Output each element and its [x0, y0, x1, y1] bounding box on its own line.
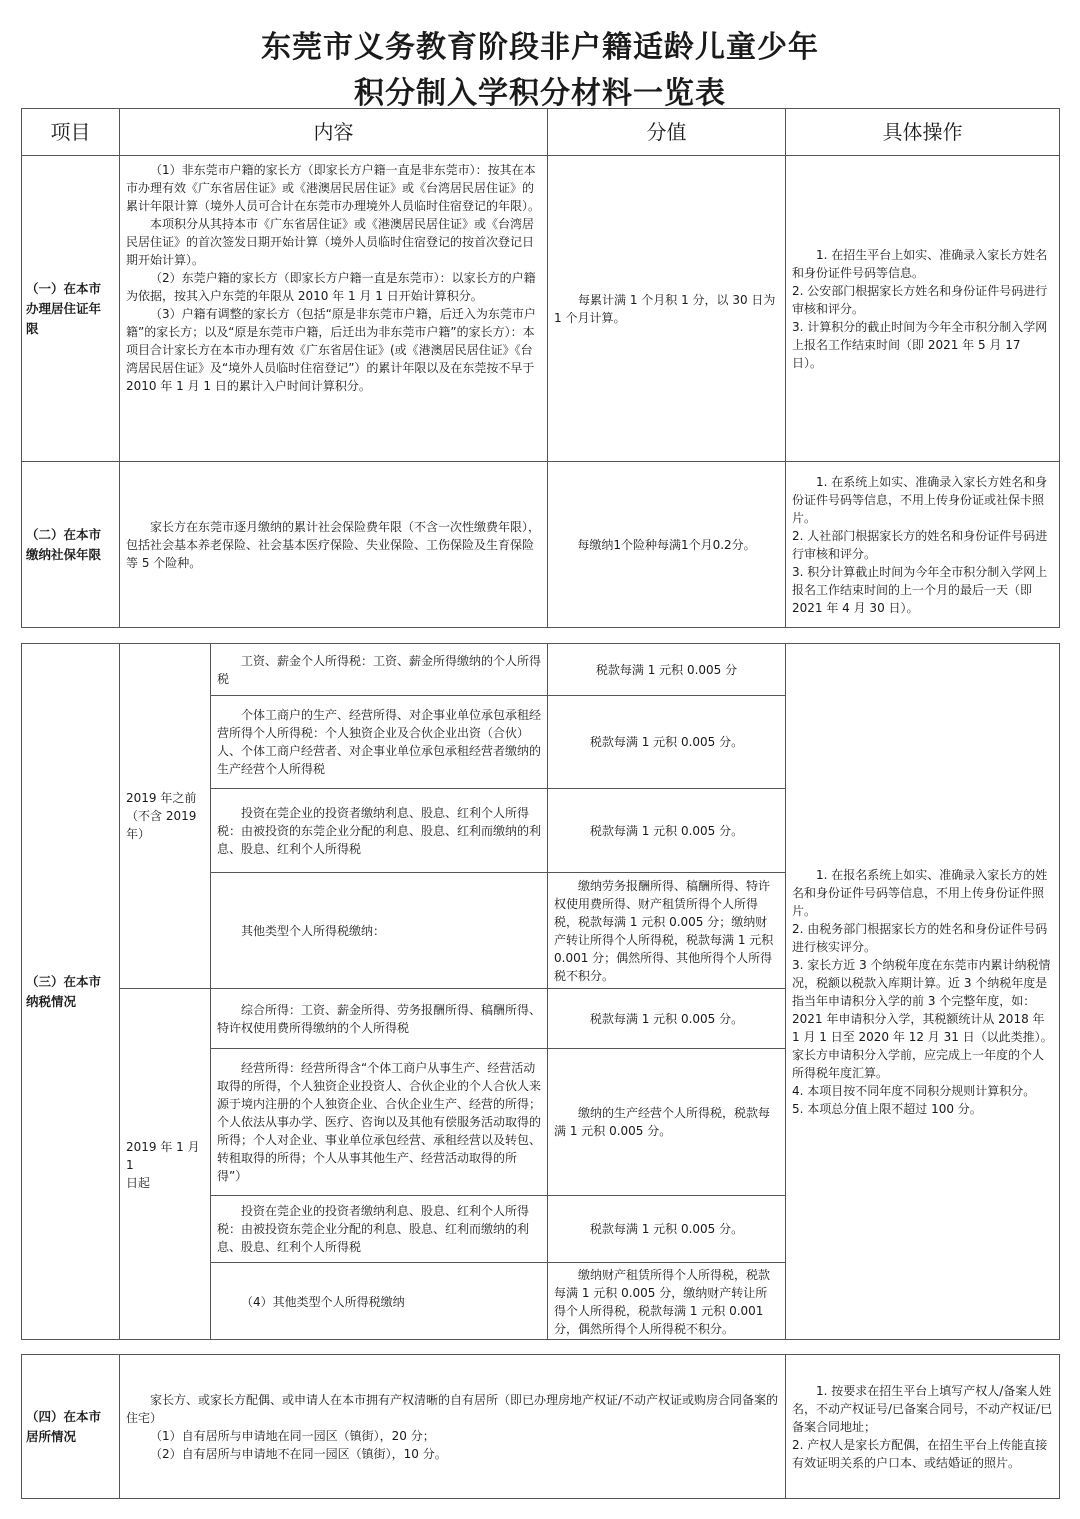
tax-after-row1-content: 综合所得：工资、薪金所得、劳务报酬所得、稿酬所得、特许权使用费所得缴纳的个人所得税: [217, 1002, 542, 1035]
tax-before-row1-content: 工资、薪金个人所得税：工资、薪金所得缴纳的个人所得税: [217, 653, 542, 686]
tax-before-row2-content: 个体工商户的生产、经营所得、对企事业单位承包承租经营所得个人所得税：个人独资企业及合伙企业出资（合伙）人、个体工商户经营者、对企事业单位承包承租经营者缴纳的生产经营个人所得税: [217, 708, 542, 776]
section4-content-p2: （1）自有居所与申请地在同一园区（镇街），20 分；: [150, 1429, 435, 1443]
section3-label: （三）在本市 纳税情况: [26, 974, 102, 1009]
section2-operation: 1. 在系统上如实、准确录入家长方姓名和身份证件号码等信息，不用上传身份证或社保卡照片。 2. 人社部门根据家长方的姓名和身份证件号码进行审核和评分。 3. 积分计算截止时间为今年全市积分制入学网上报名工作结束时间的上一个月的最后一天（即 2021 年 4 月 30 日）。: [792, 474, 1048, 615]
section1-content: [120, 156, 547, 461]
section1-content-p1: （1）非东莞市户籍的家长方（即家长方户籍一直是非东莞市）：按其在本市办理有效《广东省居住证》或《港澳居民居住证》或《台湾居民居住证》的累计年限计算（境外人员可合计在东莞市办理境外人员临时住宿登记的年限）。: [126, 163, 541, 213]
tax-after-row3-score: 税款每满 1 元积 0.005 分。: [589, 1222, 744, 1236]
section1-label: （一）在本市 办理居住证年 限: [26, 280, 102, 336]
section4-content: [120, 1355, 785, 1499]
tax-before-row4-score: 缴纳劳务报酬所得、稿酬所得、特许权使用费所得、财产租赁所得个人所得税，税款每满 1 元积 0.005 分；缴纳财产转让所得个人所得税，税款每满 1 元积 0.001 分；偶然所得、其他所得个人所得税不积分。: [554, 878, 774, 983]
section2-content: 家长方在东莞市逐月缴纳的累计社会保险费年限（不含一次性缴费年限），包括社会基本养老保险、社会基本医疗保险、失业保险、工伤保险及生育保险等 5 个险种。: [126, 519, 541, 570]
section1-operation: 1. 在招生平台上如实、准确录入家长方姓名和身份证件号码等信息。 2. 公安部门根据家长方姓名和身份证件号码进行审核和评分。 3. 计算积分的截止时间为今年全市积分制入学网上报名工作结束时间（即 2021 年 5 月 17 日）。: [792, 247, 1048, 370]
section3-operation: 1. 在报名系统上如实、准确录入家长方的姓名和身份证件号码等信息，不用上传身份证件照片。 2. 由税务部门根据家长方的姓名和身份证件号码进行核实评分。 3. 家长方近 3 个纳税年度在东莞市内累计纳税情况，税额以税款入库期计算。近 3 个纳税年度是指当年申请积分入学的前 3 个完整年度，如：2021 年申请积分入学，其税额统计从 2018 年 1 月 1 日至 2020 年 12 月 31 日（以此类推）。家长方申请积分入学前，应完成上一年度的个人所得税年度汇算。 4. 本项目按不同年度不同积分规则计算积分。 5. 本项总分值上限不超过 100 分。: [792, 868, 1053, 1116]
tax-after-row1-score: 税款每满 1 元积 0.005 分。: [589, 1011, 744, 1026]
tax-before-row2-score: 税款每满 1 元积 0.005 分。: [589, 735, 744, 749]
tax-before-row4-content: 其他类型个人所得税缴纳：: [241, 923, 386, 938]
tax-before-row1-score: 税款每满 1 元积 0.005 分: [595, 662, 738, 677]
header-score: 分值: [646, 120, 687, 144]
tax-after-row3-content: 投资在莞企业的投资者缴纳利息、股息、红利个人所得税：由被投资东莞企业分配的利息、股息、红利而缴纳的利息、股息、红利个人所得税: [217, 1204, 530, 1254]
tax-before-row3-content: 投资在莞企业的投资者缴纳利息、股息、红利个人所得税：由被投资的东莞企业分配的利息、股息、红利而缴纳的利息、股息、红利个人所得税: [217, 805, 542, 856]
section2-label: （二）在本市 缴纳社保年限: [26, 526, 102, 562]
tax-before-row3-score: 税款每满 1 元积 0.005 分。: [589, 823, 744, 838]
section4-content-p3: （2）自有居所与申请地不在同一园区（镇街），10 分。: [150, 1447, 447, 1461]
section3-period-after: 2019 年 1 月 1 日起: [126, 1139, 200, 1190]
section1-content-p4: （3）户籍有调整的家长方（包括“原是非东莞市户籍，后迁入为东莞市户籍”的家长方；以及“原是东莞市户籍，后迁出为非东莞市户籍”的家长方）：本项目合计家长方在本市办理有效《广东省居住证》(或《港澳居民居住证》《台湾居民居住证》及“境外人员临时住宿登记”）的累计年限以及在东莞按不早于 2010 年 1 月 1 日的累计入户时间计算积分。: [126, 307, 536, 393]
section3-period-before: 2019 年之前 （不含 2019 年）: [126, 791, 197, 841]
tax-after-row2-score: 缴纳的生产经营个人所得税，税款每满 1 元积 0.005 分。: [554, 1106, 771, 1138]
document-title-line1: 东莞市义务教育阶段非户籍适龄儿童少年: [261, 30, 819, 65]
header-operation: 具体操作: [882, 120, 963, 144]
section4-content-p1: 家长方、或家长方配偶、或申请人在本市拥有产权清晰的自有居所（即已办理房地产权证/不动产权证或购房合同备案的住宅）: [126, 1393, 779, 1425]
section4-label: （四）在本市 居所情况: [26, 1409, 102, 1444]
section2-score: 每缴纳1个险种每满1个月0.2分。: [577, 537, 756, 552]
section1-content-p3: （2）东莞户籍的家长方（即家长方户籍一直是东莞市）：以家长方的户籍为依据，按其入户东莞的年限从 2010 年 1 月 1 日开始计算积分。: [126, 271, 536, 303]
section4-operation: 1. 按要求在招生平台上填写产权人/备案人姓名，不动产权证号/已备案合同号，不动产权证/已备案合同地址； 2. 产权人是家长方配偶，在招生平台上传能直接有效证明关系的户口本、或结婚证的照片。: [792, 1384, 1053, 1470]
section1-score: 每累计满 1 个月积 1 分，以 30 日为 1 个月计算。: [554, 292, 776, 325]
tax-after-row4-score: 缴纳财产租赁所得个人所得税，税款每满 1 元积 0.005 分，缴纳财产转让所得个人所得税，税款每满 1 元积 0.001 分，偶然所得个人所得税不积分。: [554, 1267, 771, 1336]
tax-after-row4-content: （4）其他类型个人所得税缴纳: [241, 1294, 405, 1309]
header-content: 内容: [313, 120, 354, 144]
header-item: 项目: [50, 120, 91, 144]
tax-after-row2-content: 经营所得：经营所得含“个体工商户从事生产、经营活动取得的所得，个人独资企业投资人、合伙企业的个人合伙人来源于境内注册的个人独资企业、合伙企业生产、经营的所得；个人依法从事办学、医疗、咨询以及其他有偿服务活动取得的所得；个人对企业、事业单位承包经营、承租经营以及转包、转租取得的所得；个人从事其他生产、经营活动取得的所得”）: [217, 1061, 542, 1183]
document-title-line2: 积分制入学积分材料一览表: [354, 76, 726, 111]
section1-content-p2: 本项积分从其持本市《广东省居住证》或《港澳居民居住证》或《台湾居民居住证》的首次签发日期开始计算（境外人员临时住宿登记的按首次登记日期开始计算）。: [126, 217, 535, 267]
